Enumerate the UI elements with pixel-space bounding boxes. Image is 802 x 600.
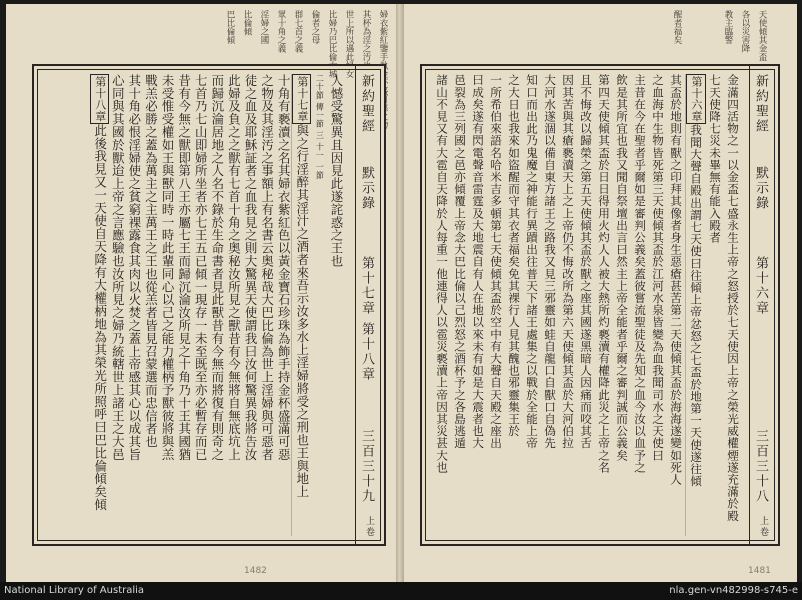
right-margin-notes xyxy=(672,10,767,61)
text-column: 曰成矣遂有閃電聲音雷霆及大地震自有人在地以來未有如是大震者也大 xyxy=(471,74,485,450)
inner-note-text: 三 xyxy=(315,131,325,140)
text-column: 知口而出此乃鬼魔之神能行異蹟出往普天下諸王處集之以戰於全能上帝 xyxy=(525,74,539,450)
margin-note: 其杯為淫之汚也 xyxy=(361,10,371,70)
text-column: 之大日也我來如盜醒而守其衣者福矣免其裸行人見其醜也邪靈集王於 xyxy=(507,74,521,437)
right-volume-mark: 上卷 xyxy=(758,516,768,538)
inner-note-text: 十一 xyxy=(315,142,325,160)
margin-note: 婦衣紫紅鑒手執金杯盛可惡之物 xyxy=(378,10,388,129)
right-page-number: 三百三十八 xyxy=(753,429,768,504)
margin-note: 各以災害降 xyxy=(740,10,750,53)
column-text: 我聞大聲自殿出謂七天使曰往傾上帝忿怒之七盃於地第一天使遂往傾 xyxy=(689,124,703,487)
left-text-frame xyxy=(32,64,386,546)
text-column: 大河水遂涸以備自東方諸王之路我又見三邪靈如蛙自龍口自獸口自偽先 xyxy=(543,74,557,450)
text-column xyxy=(685,74,706,536)
inner-note-text: 二十節 xyxy=(315,74,325,100)
text-column: 主昔在今在聖者乎爾如是審判公義矣蓋彼嘗流聖徒及先知之血今汝以血予之 xyxy=(633,74,647,474)
text-column: 昔有今無之獸即第八王亦屬七王而歸沉淪汝所見之十角乃十王其國猶 xyxy=(176,74,192,461)
left-book-name: 默示錄 xyxy=(359,166,374,211)
page-stamp: 1481 xyxy=(748,566,771,576)
footer-bar xyxy=(0,582,802,600)
text-column: 其十角必恨淫婦使之貧窮裸露食其肉以火焚之蓋上帝感其心以成其旨 xyxy=(126,74,142,461)
text-column: 邑裂為三列國之邑亦傾覆上帝念大巴比倫以己烈怒之酒杯予之各島逃遁 xyxy=(453,74,467,450)
text-column: 十角有褻瀆之名其婦衣紫紅色以黃金寶石珍珠為飾手持金杯盛滿可惡 xyxy=(276,74,292,461)
text-column: 一所希伯來語名哈米吉多頓第七天使傾其盃於空中有大聲自天殿之座出 xyxy=(489,74,503,450)
text-column xyxy=(291,74,311,536)
inner-verse-note xyxy=(311,74,328,536)
header-rule xyxy=(355,66,356,544)
margin-note: 眾十角之義 xyxy=(276,10,286,53)
inner-note-text: 一節 xyxy=(315,162,325,180)
right-book-name: 默示錄 xyxy=(753,166,768,211)
text-column: 且不悔改以歸榮之第五天使傾其盃於獸之座其國遂黑暗人因痛而咬其舌 xyxy=(579,74,593,450)
column-text: 與之行淫醉其淫汁之酒者來吾示汝多水上淫婦將受之刑也王與地上 xyxy=(294,124,310,499)
text-column: 第四天使傾其盃於日日得用火灼人人被大熱所灼褻瀆有權降此災之上帝之名 xyxy=(597,74,611,474)
text-column: 飲是其所宜也我又聞自祭壇出言曰然主上帝全能者乎爾之審判誠而公義矣 xyxy=(615,74,629,462)
margin-note: 巴比倫傾 xyxy=(225,10,235,44)
right-chapter-heading: 第十六章 xyxy=(753,256,768,316)
text-column: 此婦及負之之獸有七首十角之奥秘汝所見之獸昔有今無將自無底坑上 xyxy=(226,74,242,461)
left-running-title: 新約聖經 xyxy=(359,74,374,134)
margin-note: 倫者之母 xyxy=(310,10,320,44)
text-column: 因其苦與其瘡褻瀆天上之上帝仍不悔改所為第六天使傾其盃於大河伯拉 xyxy=(561,74,575,450)
column-text: 此後我見又一天使自天降有大權柄地為其榮光所照呼曰巴比倫傾矣傾 xyxy=(92,124,108,511)
text-column: 之物及其淫汚之事額上有名書云奥秘哉大巴比倫為世上淫婦與可惡者 xyxy=(259,74,275,461)
book-gutter xyxy=(396,4,404,582)
left-volume-mark: 上卷 xyxy=(364,516,374,538)
text-column: 而歸沉淪居地之人名不錄於生命書者見此獸昔有今無而將復有則奇之 xyxy=(209,74,225,461)
text-column: 心同與其國於獸迨上帝之言應驗也汝所見之婦乃統轄世上諸王之大邑 xyxy=(110,74,126,461)
right-body-text xyxy=(432,74,742,536)
text-column: 其盃於地則有獸之印拜其像者身生惡瘡甚苦第二天使傾其盃於海海遂變如死人 xyxy=(669,74,683,486)
margin-note: 醒者福矣 xyxy=(672,10,682,44)
text-column xyxy=(90,74,109,536)
text-column: 七首乃七山即婦所坐者亦七王五已傾一現存一未至既至亦必暫存而已 xyxy=(193,74,209,461)
page-stamp: 1482 xyxy=(244,566,267,576)
margin-note: 世上所以遇此婦女 xyxy=(344,10,354,78)
record-identifier: nla.gen-vn482998-s745-e xyxy=(669,585,798,596)
right-text-frame xyxy=(420,64,780,546)
inner-note-text: 傳一節 xyxy=(315,102,325,129)
right-page xyxy=(404,4,797,582)
text-column: 七天使降七災未畢無有能入殿者 xyxy=(708,74,722,244)
text-column: 戰羔必勝之蓋為萬主之主萬王之王也從羔者皆見召蒙選而忠信者也 xyxy=(143,74,159,449)
text-column: 之血海中生物皆死第三天使傾其盃於江河水泉皆變為血我聞司水之天使曰 xyxy=(651,74,665,462)
right-running-title: 新約聖經 xyxy=(753,74,768,134)
margin-note: 天使傾其金盃 xyxy=(757,10,767,61)
text-column: 金滿四活物之一以金盃七盛永生上帝之怒授於七天使因上帝之榮光威權煙遂充滿於殿 xyxy=(726,74,740,522)
margin-note: 淫婦之國 xyxy=(259,10,269,44)
text-column: 未受惟受權如王與獸同時一時此輩同心以己之能力權柄予獸彼將與羔 xyxy=(160,74,176,461)
left-chapter-heading: 第十七章 第十八章 xyxy=(359,256,374,383)
chapter-badge: 第十六章 xyxy=(686,74,706,124)
text-column: 徒之血及耶穌証者之血我見之則大驚異天使謂我曰汝何驚異我將告汝 xyxy=(243,74,259,461)
chapter-badge: 第十八章 xyxy=(90,74,109,124)
left-page-number: 三百三十九 xyxy=(359,429,374,504)
left-body-text xyxy=(44,74,344,536)
text-column: 人憾受驚異且因見此遂詫惑之王也 xyxy=(329,74,344,268)
text-column: 諸山不見又有大雹自天降於人每重一他連得人以雹災褻瀆上帝因其災甚大也 xyxy=(435,74,449,474)
margin-note: 教主臨警 xyxy=(723,10,733,44)
margin-note: 群七首之義 xyxy=(293,10,303,53)
library-credit: National Library of Australia xyxy=(4,585,145,596)
margin-note: 比倫傾 xyxy=(242,10,252,36)
left-page xyxy=(6,4,397,582)
chapter-badge: 第十七章 xyxy=(292,74,311,124)
margin-note: 比婦乃巴比倫大城 xyxy=(327,10,337,78)
header-rule xyxy=(749,66,750,544)
